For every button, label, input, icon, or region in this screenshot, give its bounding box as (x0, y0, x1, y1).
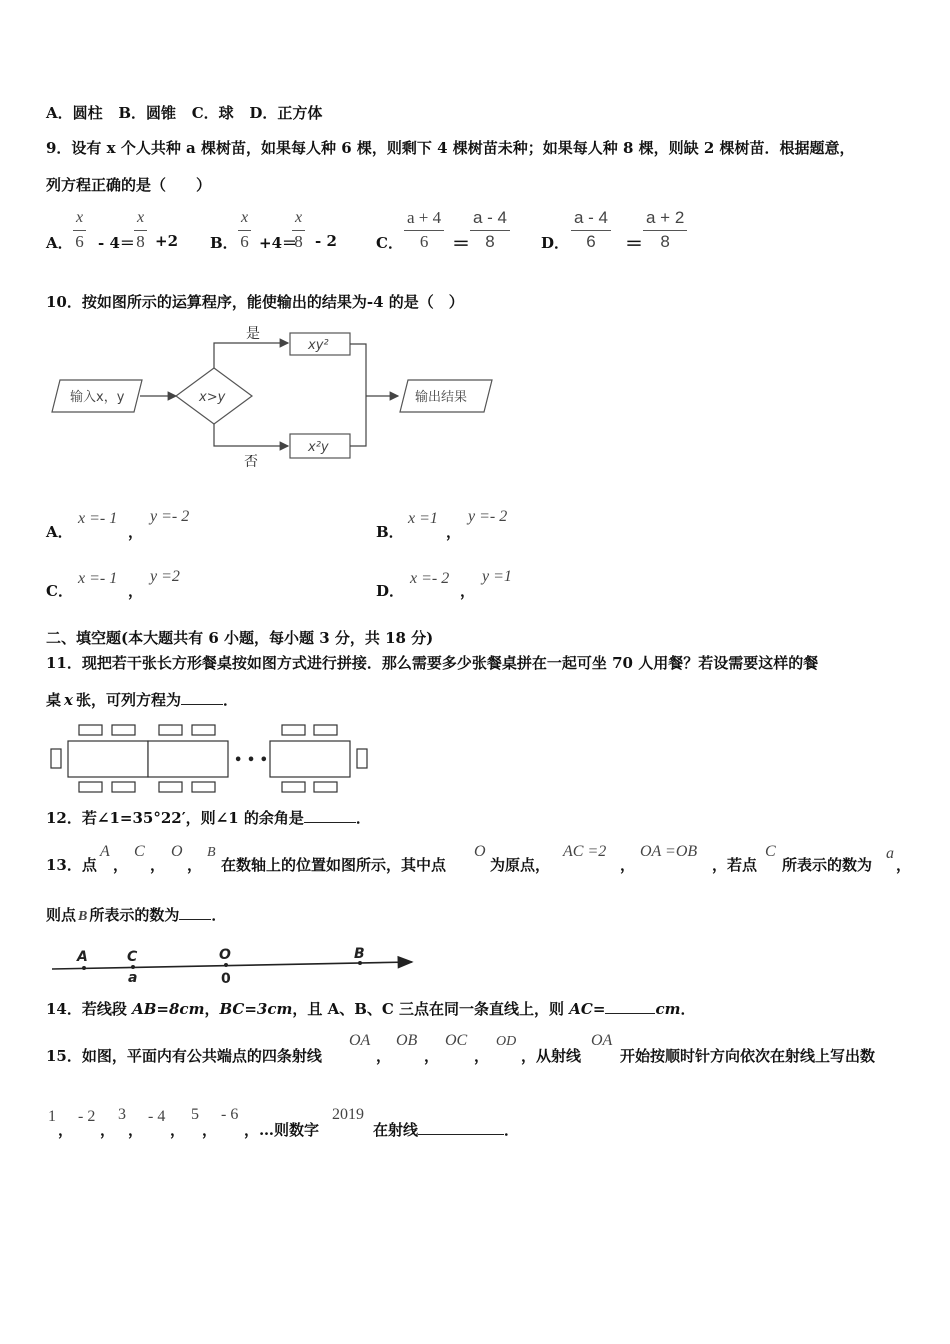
table-1 (68, 741, 148, 777)
point-C (131, 965, 135, 969)
flow-yes-box-text: xy² (308, 338, 329, 353)
q14-pre: 14．若线段 (46, 1000, 133, 1018)
q13-comma-3: ， (187, 856, 203, 874)
chair-3 (159, 725, 182, 735)
q12-text (46, 807, 371, 828)
section2-title: 二、填空题(本大题共有 6 小题，每小题 3 分，共 18 分) (46, 629, 434, 647)
q10-b-comma: ， (446, 523, 462, 541)
q9-a-frac1 (73, 208, 86, 253)
q13-mid1: 在数轴上的位置如图所示，其中点 (221, 856, 447, 874)
q15-tail (373, 1119, 519, 1140)
q15-tail-text: 在射线 (373, 1121, 419, 1139)
q8-c-label: C． (191, 104, 219, 122)
q9-line2: 列方程正确的是（ ） (46, 176, 212, 194)
q9-a-mid: - 4＝ (98, 234, 135, 252)
table-2 (148, 741, 228, 777)
q9-b-den2: 8 (294, 232, 303, 251)
q15-comma-1: ， (376, 1047, 392, 1065)
q15-answer-blank[interactable] (418, 1119, 504, 1135)
chair-8 (112, 782, 135, 792)
q13-mid2: 为原点， (490, 856, 551, 874)
q9-d-num2: a + 2 (643, 208, 687, 231)
q10-d-y: y =1 (482, 568, 512, 585)
q13-ac: AC =2 (563, 843, 607, 860)
q15-oa: OA (349, 1032, 371, 1049)
q15-comma-8: ， (202, 1121, 218, 1139)
point-A (82, 966, 86, 970)
chair-2 (112, 725, 135, 735)
q9-a-num1: x (73, 208, 86, 231)
q11-line2-pre: 桌 (46, 691, 62, 709)
q9-c-num1: a + 4 (404, 208, 444, 231)
q8-c: 球 (218, 104, 234, 122)
q13-C: C (134, 843, 145, 860)
q13-oa-ob: OA =OB (640, 843, 698, 860)
q15-post: 开始按顺时针方向依次在射线上写出数 (620, 1047, 876, 1065)
q9-d-den2: 8 (660, 232, 670, 251)
q10-flowchart (46, 318, 506, 478)
q9-d-frac2 (643, 208, 687, 253)
q13-a: a (886, 845, 894, 862)
q11-answer-blank[interactable] (181, 689, 223, 705)
q15-n6: - 6 (221, 1106, 239, 1123)
q13-B: B (207, 845, 216, 860)
q15-comma-5: ， (100, 1121, 116, 1139)
q13-O2: O (474, 843, 486, 860)
q10-c-label: C． (46, 582, 73, 600)
q9-c-den1: 6 (419, 232, 429, 251)
flow-input-text: 输入x，y (70, 390, 125, 405)
q9-d-label: D． (541, 234, 570, 252)
q9-c-eq: ＝ (452, 234, 470, 255)
q15-end: ． (504, 1121, 520, 1139)
axis-label-A: A (77, 949, 88, 965)
q13-mid4: 所表示的数为 (782, 856, 873, 874)
chair-right (357, 749, 367, 768)
q11-end: ． (222, 691, 238, 709)
flow-no-box-text: x²y (308, 440, 329, 455)
q15-n5: 5 (191, 1106, 199, 1123)
q13-line2-pre: 则点 (46, 906, 77, 924)
q15-comma-4: ， (58, 1121, 74, 1139)
q13-comma-5: ， (896, 856, 912, 874)
chair-12 (314, 782, 337, 792)
q15-year: 2019 (332, 1106, 364, 1123)
chair-4 (192, 725, 215, 735)
q14-mid: ，且 A、B、C 三点在同一条直线上，则 (292, 1000, 570, 1018)
q9-b-num2: x (292, 208, 305, 231)
flow-yes-branch (214, 343, 288, 368)
q9-a-label: A． (46, 234, 73, 252)
q13-comma-4: ， (620, 856, 636, 874)
q9-b-mid: +4＝ (259, 234, 298, 252)
q11-line2-post: 张，可列方程为 (75, 691, 181, 709)
q8-d-label: D． (249, 104, 278, 122)
chair-9 (159, 782, 182, 792)
q9-a-frac2 (134, 208, 147, 253)
q13-comma-2: ， (150, 856, 166, 874)
chair-11 (282, 782, 305, 792)
point-O (224, 963, 228, 967)
q15-comma-6: ， (128, 1121, 144, 1139)
q15-comma-7: ， (170, 1121, 186, 1139)
q13-A: A (100, 843, 110, 860)
q10-d-x: x =- 2 (410, 570, 450, 587)
flow-cond-text: x>y (199, 390, 226, 405)
flow-no-branch (214, 424, 288, 446)
flow-output-text: 输出结果 (415, 390, 468, 405)
q12-answer-blank[interactable] (304, 807, 356, 823)
q14-unit: cm (655, 1000, 681, 1018)
q15-comma-3: ， (474, 1047, 490, 1065)
q15-n1: 1 (48, 1108, 56, 1125)
q9-c-num2: a - 4 (470, 208, 510, 231)
axis-line (52, 962, 412, 969)
q10-text: 10．按如图所示的运算程序，能使输出的结果为-4 的是（ ） (46, 293, 464, 311)
q14-comma: ， (204, 1000, 220, 1018)
q11-dots: • • • (234, 753, 268, 768)
q11-tables-figure (46, 720, 376, 796)
q8-b-label: B． (118, 104, 147, 122)
q13-line2 (46, 904, 226, 925)
chair-1 (79, 725, 102, 735)
q15-pre: 15．如图，平面内有公共端点的四条射线 (46, 1047, 322, 1065)
q10-a-x: x =- 1 (78, 510, 118, 527)
q15-ob: OB (396, 1032, 418, 1049)
q9-b-label: B． (210, 234, 238, 252)
chair-10 (192, 782, 215, 792)
axis-label-C: C (127, 949, 138, 965)
q14-text (46, 998, 695, 1019)
q14-answer-blank[interactable] (605, 998, 655, 1014)
q9-d-num1: a - 4 (571, 208, 611, 231)
q9-b-end: - 2 (315, 232, 337, 250)
q13-mid3: ，若点 (712, 856, 758, 874)
q15-n3: 3 (118, 1106, 126, 1123)
q11-var: x (64, 691, 73, 709)
q13-C2: C (765, 843, 776, 860)
q13-answer-blank[interactable] (179, 904, 211, 920)
chair-6 (314, 725, 337, 735)
q9-d-den1: 6 (586, 232, 596, 251)
q10-c-comma: ， (128, 582, 144, 600)
table-n (270, 741, 350, 777)
q13-comma-1: ， (113, 856, 129, 874)
axis-value-zero: 0 (221, 971, 231, 987)
q11-line1: 11．现把若干张长方形餐桌按如图方式进行拼接．那么需要多少张餐桌拼在一起可坐 70 人用餐？若设需要这样的餐 (46, 654, 819, 672)
q15-comma-2: ， (424, 1047, 440, 1065)
axis-value-a: a (128, 970, 138, 986)
q14-end: ． (680, 1000, 696, 1018)
q10-a-comma: ， (128, 523, 144, 541)
q13-end: ． (211, 906, 227, 924)
q9-b-num1: x (238, 208, 251, 231)
q9-a-end: +2 (155, 232, 179, 250)
q13-pre: 13．点 (46, 856, 97, 874)
q12-end: ． (355, 809, 371, 827)
q9-b-frac1 (238, 208, 251, 253)
q9-a-den2: 8 (136, 232, 145, 251)
q9-line1: 9．设有 x 个人共种 a 棵树苗，如果每人种 6 棵，则剩下 4 棵树苗未种；如果每人种 8 棵，则缺 2 棵树苗．根据题意， (46, 139, 855, 157)
q9-a-den1: 6 (75, 232, 84, 251)
q10-b-label: B． (376, 523, 404, 541)
q10-b-y: y =- 2 (468, 508, 508, 525)
q15-mid: ，从射线 (521, 1047, 582, 1065)
q8-d: 正方体 (277, 104, 323, 122)
q8-a: 圆柱 (72, 104, 103, 122)
flow-merge (350, 344, 366, 446)
q14-bc: BC=3cm (219, 1000, 293, 1018)
chair-left (51, 749, 61, 768)
q15-oa2: OA (591, 1032, 613, 1049)
q15-n4: - 4 (148, 1108, 166, 1125)
q9-a-num2: x (134, 208, 147, 231)
q11-line2 (46, 689, 238, 710)
q9-c-den2: 8 (485, 232, 495, 251)
flow-no-label: 否 (244, 454, 258, 470)
q8-a-label: A． (46, 104, 73, 122)
q15-n2: - 2 (78, 1108, 96, 1125)
q9-c-label: C． (376, 234, 403, 252)
q15-od: OD (496, 1034, 517, 1049)
q9-d-eq: ＝ (625, 234, 643, 255)
q10-b-x: x =1 (408, 510, 438, 527)
q9-b-frac2 (292, 208, 305, 253)
axis-label-B: B (354, 946, 365, 962)
q10-d-comma: ， (460, 582, 476, 600)
q10-a-y: y =- 2 (150, 508, 190, 525)
q10-c-x: x =- 1 (78, 570, 118, 587)
q13-line2-post: 所表示的数为 (89, 906, 180, 924)
q14-ab: AB=8cm (132, 1000, 205, 1018)
q9-c-frac2 (470, 208, 510, 253)
q13-B2: B (78, 909, 88, 924)
q10-c-y: y =2 (150, 568, 180, 585)
chair-7 (79, 782, 102, 792)
q9-d-frac1 (571, 208, 611, 253)
q10-a-label: A． (46, 523, 73, 541)
flow-yes-label: 是 (246, 326, 260, 342)
q12-stem: 12．若∠1=35°22′，则∠1 的余角是 (46, 809, 304, 827)
q9-c-frac1 (404, 208, 444, 253)
q15-ellipsis: ，…则数字 (244, 1121, 320, 1139)
axis-label-O: O (219, 947, 231, 963)
q13-number-line (46, 940, 426, 988)
chair-5 (282, 725, 305, 735)
q13-O: O (171, 843, 183, 860)
q10-d-label: D． (376, 582, 405, 600)
q8-b: 圆锥 (146, 104, 177, 122)
q9-b-den1: 6 (240, 232, 249, 251)
q8-options (46, 102, 322, 123)
q14-ac: AC= (569, 1000, 606, 1018)
q15-oc: OC (445, 1032, 468, 1049)
